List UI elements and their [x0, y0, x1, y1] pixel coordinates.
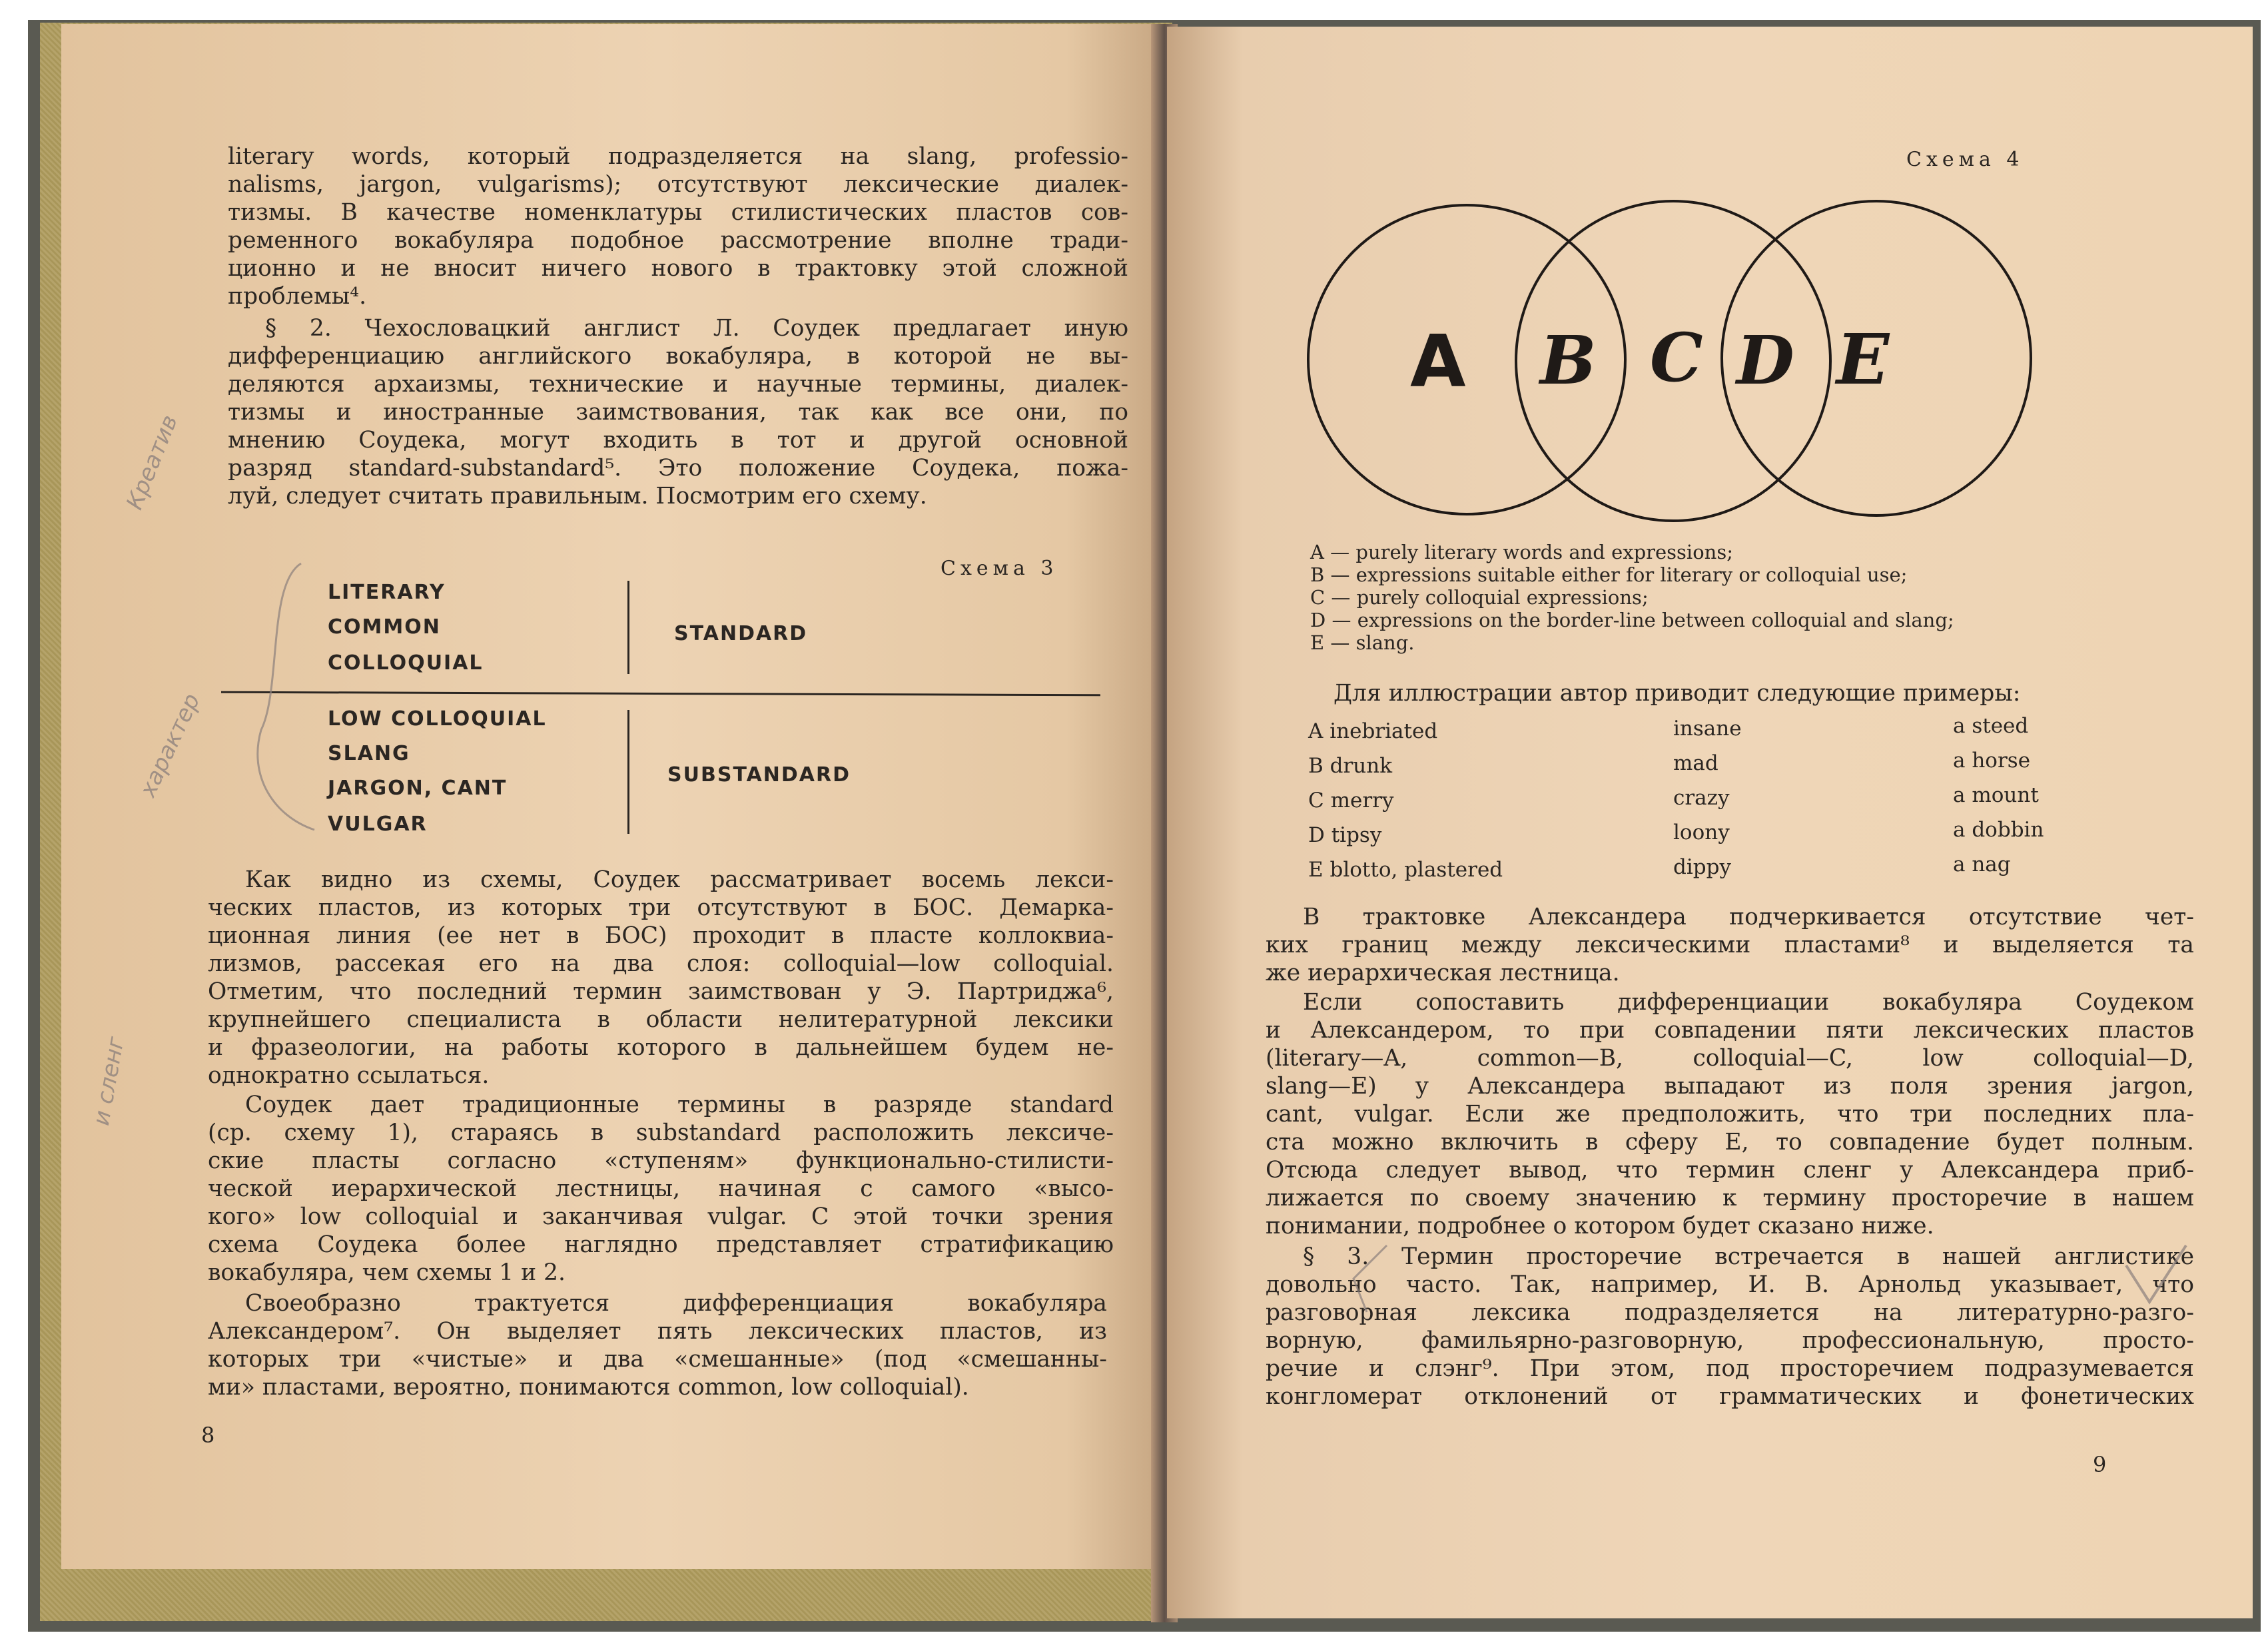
text-line: ста можно включить в сферу E, то совпадение будет полным. — [1266, 1129, 2194, 1155]
text-line: понимании, подробнее о котором будет сказано ниже. — [1266, 1213, 1934, 1239]
example-item: C merry — [1308, 789, 1394, 813]
scheme-3-caption: Схема 3 — [941, 557, 1058, 580]
left-paragraph-1 — [228, 143, 1128, 310]
scheme-3-standard-label: STANDARD — [674, 622, 808, 645]
text-line: § 2. Чехословацкий англист Л. Соудек предлагает иную — [265, 315, 1128, 342]
text-line: ционно и не вносит ничего нового в трактовку этой сложной — [228, 255, 1128, 282]
text-line: разряд standard-substandard⁵. Это положение Соудека, пожа- — [228, 455, 1128, 482]
scheme-3-item: VULGAR — [328, 813, 428, 836]
scheme-4-legend — [1310, 541, 1954, 654]
page-number-right: 9 — [2093, 1452, 2107, 1477]
text-line: же иерархическая лестница. — [1266, 960, 1620, 986]
right-paragraph-1 — [1266, 903, 2194, 987]
pencil-note: характер — [135, 689, 206, 801]
text-line: (literary—A, common—B, colloquial—C, low colloquial—D, — [1266, 1045, 2194, 1072]
text-line: ворную, фамильярно-разговорную, профессиональную, просто- — [1266, 1327, 2194, 1354]
example-item: a horse — [1953, 749, 2031, 773]
example-item: a nag — [1953, 852, 2011, 876]
text-line: Как видно из схемы, Соудек рассматривает восемь лекси- — [245, 866, 1114, 893]
legend-item: E — slang. — [1310, 631, 1415, 654]
text-line: тизмы. В качестве номенклатуры стилистических пластов сов- — [228, 199, 1128, 226]
text-line: ких границ между лексическими пластами⁸ и выделяется та — [1266, 932, 2194, 958]
text-line: Если сопоставить дифференциации вокабуляра Соудеком — [1303, 989, 2194, 1016]
text-line: крупнейшего специалиста в области нелитературной лексики — [208, 1006, 1114, 1033]
text-line: проблемы⁴. — [228, 283, 367, 310]
scheme-3-item: JARGON, CANT — [328, 777, 508, 800]
text-line: cant, vulgar. Если же предположить, что три последних пла- — [1266, 1101, 2194, 1128]
example-item: mad — [1673, 751, 1718, 775]
examples-intro — [1333, 679, 2199, 707]
venn-label-c: C — [1650, 318, 1703, 397]
scheme-3-item: SLANG — [328, 742, 410, 765]
example-item: crazy — [1673, 786, 1730, 810]
right-paragraph-2 — [1266, 988, 2194, 1240]
pencil-note: Креатив — [121, 411, 184, 513]
text-line: ческой иерархической лестницы, начиная с самого «высо- — [208, 1175, 1114, 1202]
text-line: лижается по своему значению к термину просторечие в нашем — [1266, 1185, 2194, 1211]
legend-item: B — expressions suitable either for literary or colloquial use; — [1310, 563, 1908, 586]
text-line: вокабуляра, чем схемы 1 и 2. — [208, 1259, 566, 1286]
example-item: E blotto, plastered — [1308, 858, 1503, 882]
text-line: В трактовке Александера подчеркивается отсутствие чет- — [1303, 904, 2194, 930]
scheme-3-item: COLLOQUIAL — [328, 651, 484, 675]
text-line: slang—E) у Александера выпадают из поля зрения jargon, — [1266, 1073, 2194, 1100]
scheme-3-substandard-label: SUBSTANDARD — [667, 763, 851, 787]
scheme-3-item: LOW COLLOQUIAL — [328, 707, 547, 731]
scheme-4-caption: Схема 4 — [1906, 148, 2024, 171]
example-item: a dobbin — [1953, 818, 2044, 842]
scheme-3-brace-lower — [627, 710, 633, 834]
pencil-mark — [1340, 1239, 1393, 1319]
text-line: literary words, который подразделяется на slang, professio- — [228, 143, 1128, 170]
legend-item: D — expressions on the border-line between colloquial and slang; — [1310, 609, 1954, 631]
example-item: D tipsy — [1308, 823, 1382, 847]
left-paragraph-4 — [208, 1091, 1114, 1287]
left-paragraph-3 — [208, 866, 1114, 1090]
text-line: разговорная лексика подразделяется на литературно-разго- — [1266, 1299, 2194, 1326]
example-item: dippy — [1673, 855, 1731, 879]
text-line: довольно часто. Так, например, И. В. Арнольд указывает, что — [1266, 1271, 2194, 1298]
scheme-3-item: LITERARY — [328, 581, 446, 604]
venn-label-a: A — [1410, 320, 1466, 404]
text-line: кого» low colloquial и заканчивая vulgar. С этой точки зрения — [208, 1203, 1114, 1230]
text-line: луй, следует считать правильным. Посмотрим его схему. — [228, 483, 927, 509]
examples-column-2 — [1673, 711, 1742, 884]
left-page — [61, 24, 1154, 1569]
examples-column-1 — [1308, 714, 1503, 887]
text-line: ременного вокабуляра подобное рассмотрение вполне тради- — [228, 227, 1128, 254]
legend-item: A — purely literary words and expressions; — [1310, 541, 1733, 563]
scheme-4-venn-diagram — [1300, 186, 2060, 533]
pencil-note: и сленг — [88, 1034, 130, 1128]
venn-label-e: E — [1836, 318, 1890, 400]
text-line: и фразеологии, на работы которого в дальнейшем будем не- — [208, 1034, 1114, 1061]
text-line: ские пласты согласно «ступеням» функционально-стилисти- — [208, 1148, 1114, 1174]
text-line: Соудек дает традиционные термины в разряде standard — [245, 1092, 1114, 1118]
text-line: схема Соудека более наглядно представляет стратификацию — [208, 1231, 1114, 1258]
text-line: Для иллюстрации автор приводит следующие примеры: — [1333, 680, 2021, 707]
text-line: и Александером, то при совпадении пяти лексических пластов — [1266, 1017, 2194, 1044]
venn-label-d: D — [1736, 321, 1794, 400]
example-item: A inebriated — [1308, 719, 1438, 743]
example-item: loony — [1673, 821, 1730, 844]
text-line: nalisms, jargon, vulgarisms); отсутствуют лексические диалек- — [228, 171, 1128, 198]
text-line: которых три «чистые» и два «смешанные» (под «смешанны- — [208, 1346, 1107, 1373]
text-line: ми» пластами, вероятно, понимаются common, low colloquial). — [208, 1374, 969, 1401]
text-line: Александером⁷. Он выделяет пять лексических пластов, из — [208, 1318, 1107, 1345]
text-line: лизмов, рассекая его на два слоя: colloquial—low colloquial. — [208, 950, 1114, 977]
example-item: a steed — [1953, 714, 2029, 738]
text-line: Своеобразно трактуется дифференциация вокабуляра — [245, 1290, 1107, 1317]
pencil-bracket — [241, 557, 321, 836]
scheme-3-brace-upper — [627, 581, 633, 674]
scheme-3-item: COMMON — [328, 615, 441, 639]
right-page — [1167, 27, 2253, 1618]
text-line: Отметим, что последний термин заимствован у Э. Партриджа⁶, — [208, 978, 1114, 1005]
page-number-left: 8 — [201, 1423, 215, 1448]
pencil-check-mark — [2119, 1239, 2193, 1312]
text-line: § 3. Термин просторечие встречается в нашей англистике — [1303, 1243, 2194, 1270]
text-line: тизмы и иностранные заимствования, так как все они, по — [228, 399, 1128, 426]
text-line: конгломерат отклонений от грамматических и фонетических — [1266, 1383, 2194, 1410]
text-line: дифференциацию английского вокабуляра, в которой не вы- — [228, 343, 1128, 370]
legend-item: C — purely colloquial expressions; — [1310, 586, 1649, 609]
text-line: Отсюда следует вывод, что термин сленг у Александера приб- — [1266, 1157, 2194, 1183]
scheme-3-divider — [221, 691, 1100, 697]
text-line: однократно ссылаться. — [208, 1062, 490, 1089]
left-paragraph-5 — [208, 1289, 1107, 1401]
example-item: B drunk — [1308, 754, 1393, 778]
left-paragraph-2 — [228, 314, 1128, 510]
example-item: a mount — [1953, 783, 2039, 807]
example-item: insane — [1673, 717, 1742, 741]
text-line: (ср. схему 1), стараясь в substandard расположить лексиче- — [208, 1120, 1114, 1146]
text-line: речие и слэнг⁹. При этом, под просторечием подразумевается — [1266, 1355, 2194, 1382]
text-line: ческих пластов, из которых три отсутствуют в БОС. Демарка- — [208, 894, 1114, 921]
examples-column-3 — [1953, 709, 2044, 882]
right-paragraph-3 — [1266, 1243, 2194, 1411]
text-line: деляются архаизмы, технические и научные термины, диалек- — [228, 371, 1128, 398]
text-line: мнению Соудека, могут входить в тот и другой основной — [228, 427, 1128, 454]
venn-label-b: B — [1540, 321, 1597, 400]
text-line: ционная линия (ее нет в БОС) проходит в пласте коллоквиа- — [208, 922, 1114, 949]
